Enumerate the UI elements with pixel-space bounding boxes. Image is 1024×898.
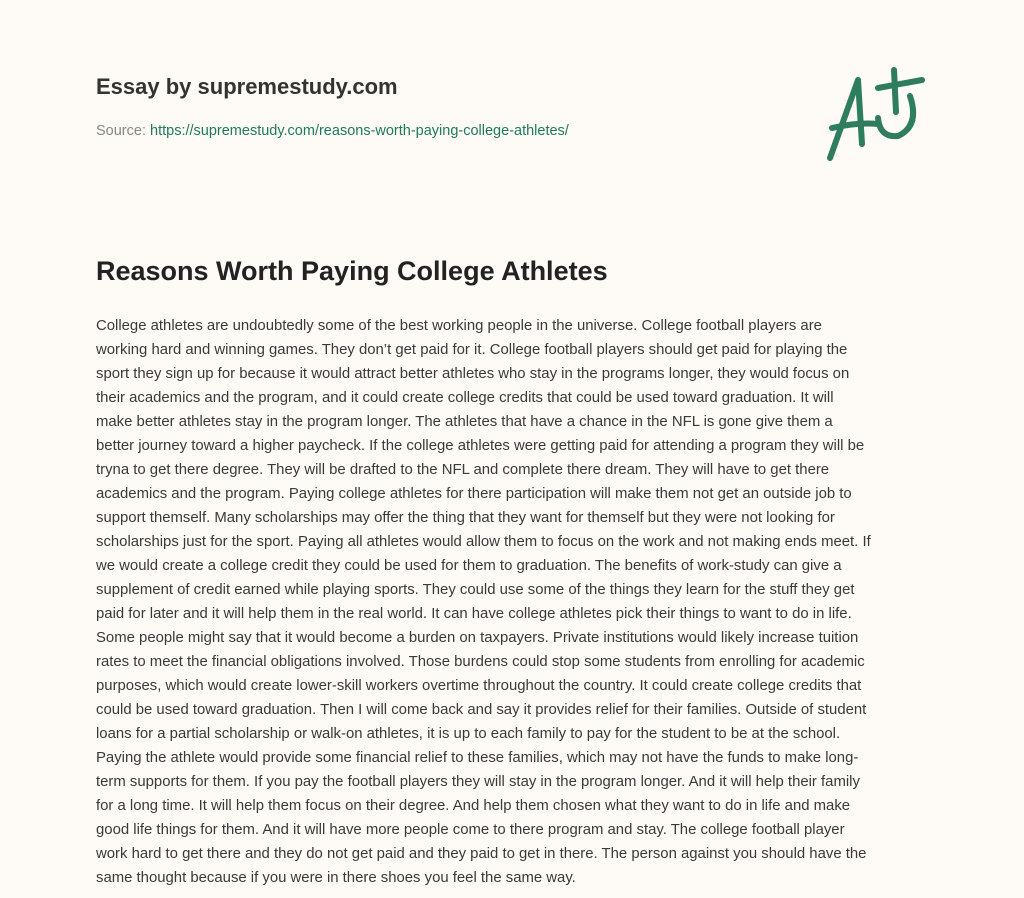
essay-line: for a long time. It will help them focus on their degree. And help them chosen what they want to do in life and make xyxy=(96,798,851,814)
essay-line: support themself. Many scholarships may offer the thing that they want for themself but they were not looking for xyxy=(96,510,835,526)
site-title: Essay by supremestudy.com xyxy=(96,74,398,99)
essay-line: supplement of credit earned while playing sports. They could use some of the things they learn for the stuff they get xyxy=(96,582,855,598)
essay-line: make better athletes stay in the program longer. The athletes that have a chance in the NFL is gone give them a xyxy=(96,414,833,430)
a-plus-logo-icon xyxy=(818,66,928,166)
essay-body xyxy=(96,314,956,890)
essay-line: good life things for them. And it will have more people come to there program and stay. The college football player xyxy=(96,822,845,838)
essay-line: loans for a partial scholarship or walk-on athletes, it is up to each family to pay for the student to be at the school. xyxy=(96,726,841,742)
essay-title: Reasons Worth Paying College Athletes xyxy=(96,256,608,286)
essay-line: rates to meet the financial obligations involved. Those burdens could stop some students from enrolling for academic xyxy=(96,654,865,670)
essay-line: work hard to get there and they do not get paid and they paid to get in there. The person against you should have the xyxy=(96,846,867,862)
essay-line: we would create a college credit they could be used for them to graduation. The benefits of work-study can give a xyxy=(96,558,842,574)
source-line xyxy=(96,123,569,139)
essay-line: term supports for them. If you pay the football players they will stay in the program longer. And it will help their family xyxy=(96,774,860,790)
essay-line: scholarships just for the sport. Paying all athletes would allow them to focus on the work and not making ends meet. If xyxy=(96,534,871,550)
essay-line: same thought because if you were in there shoes you feel the same way. xyxy=(96,870,576,886)
essay-line: sport they sign up for because it would attract better athletes who stay in the programs longer, they would focus on xyxy=(96,366,850,382)
essay-line: academics and the program. Paying college athletes for there participation will make them not get an outside job to xyxy=(96,486,852,502)
source-label: Source: xyxy=(96,123,146,139)
essay-line: Paying the athlete would provide some financial relief to these families, which may not have the funds to make long- xyxy=(96,750,859,766)
essay-line: tryna to get there degree. They will be drafted to the NFL and complete there dream. They will have to get there xyxy=(96,462,830,478)
essay-line: College athletes are undoubtedly some of the best working people in the universe. College football players are xyxy=(96,318,822,334)
essay-line: purposes, which would create lower-skill workers overtime throughout the country. It could create college credits that xyxy=(96,678,862,694)
essay-line: paid for later and it will help them in the real world. It can have college athletes pick their things to want to do in life. xyxy=(96,606,852,622)
source-link[interactable]: https://supremestudy.com/reasons-worth-paying-college-athletes/ xyxy=(150,123,569,139)
essay-line: working hard and winning games. They don’t get paid for it. College football players should get paid for playing the xyxy=(96,342,848,358)
essay-line: could be used toward graduation. Then I will come back and say it provides relief for their families. Outside of student xyxy=(96,702,867,718)
essay-line: their academics and the program, and it could create college credits that could be used toward graduation. It will xyxy=(96,390,834,406)
essay-line: better journey toward a higher paycheck. If the college athletes were getting paid for attending a program they will be xyxy=(96,438,865,454)
essay-line: Some people might say that it would become a burden on taxpayers. Private institutions would likely increase tuition xyxy=(96,630,859,646)
